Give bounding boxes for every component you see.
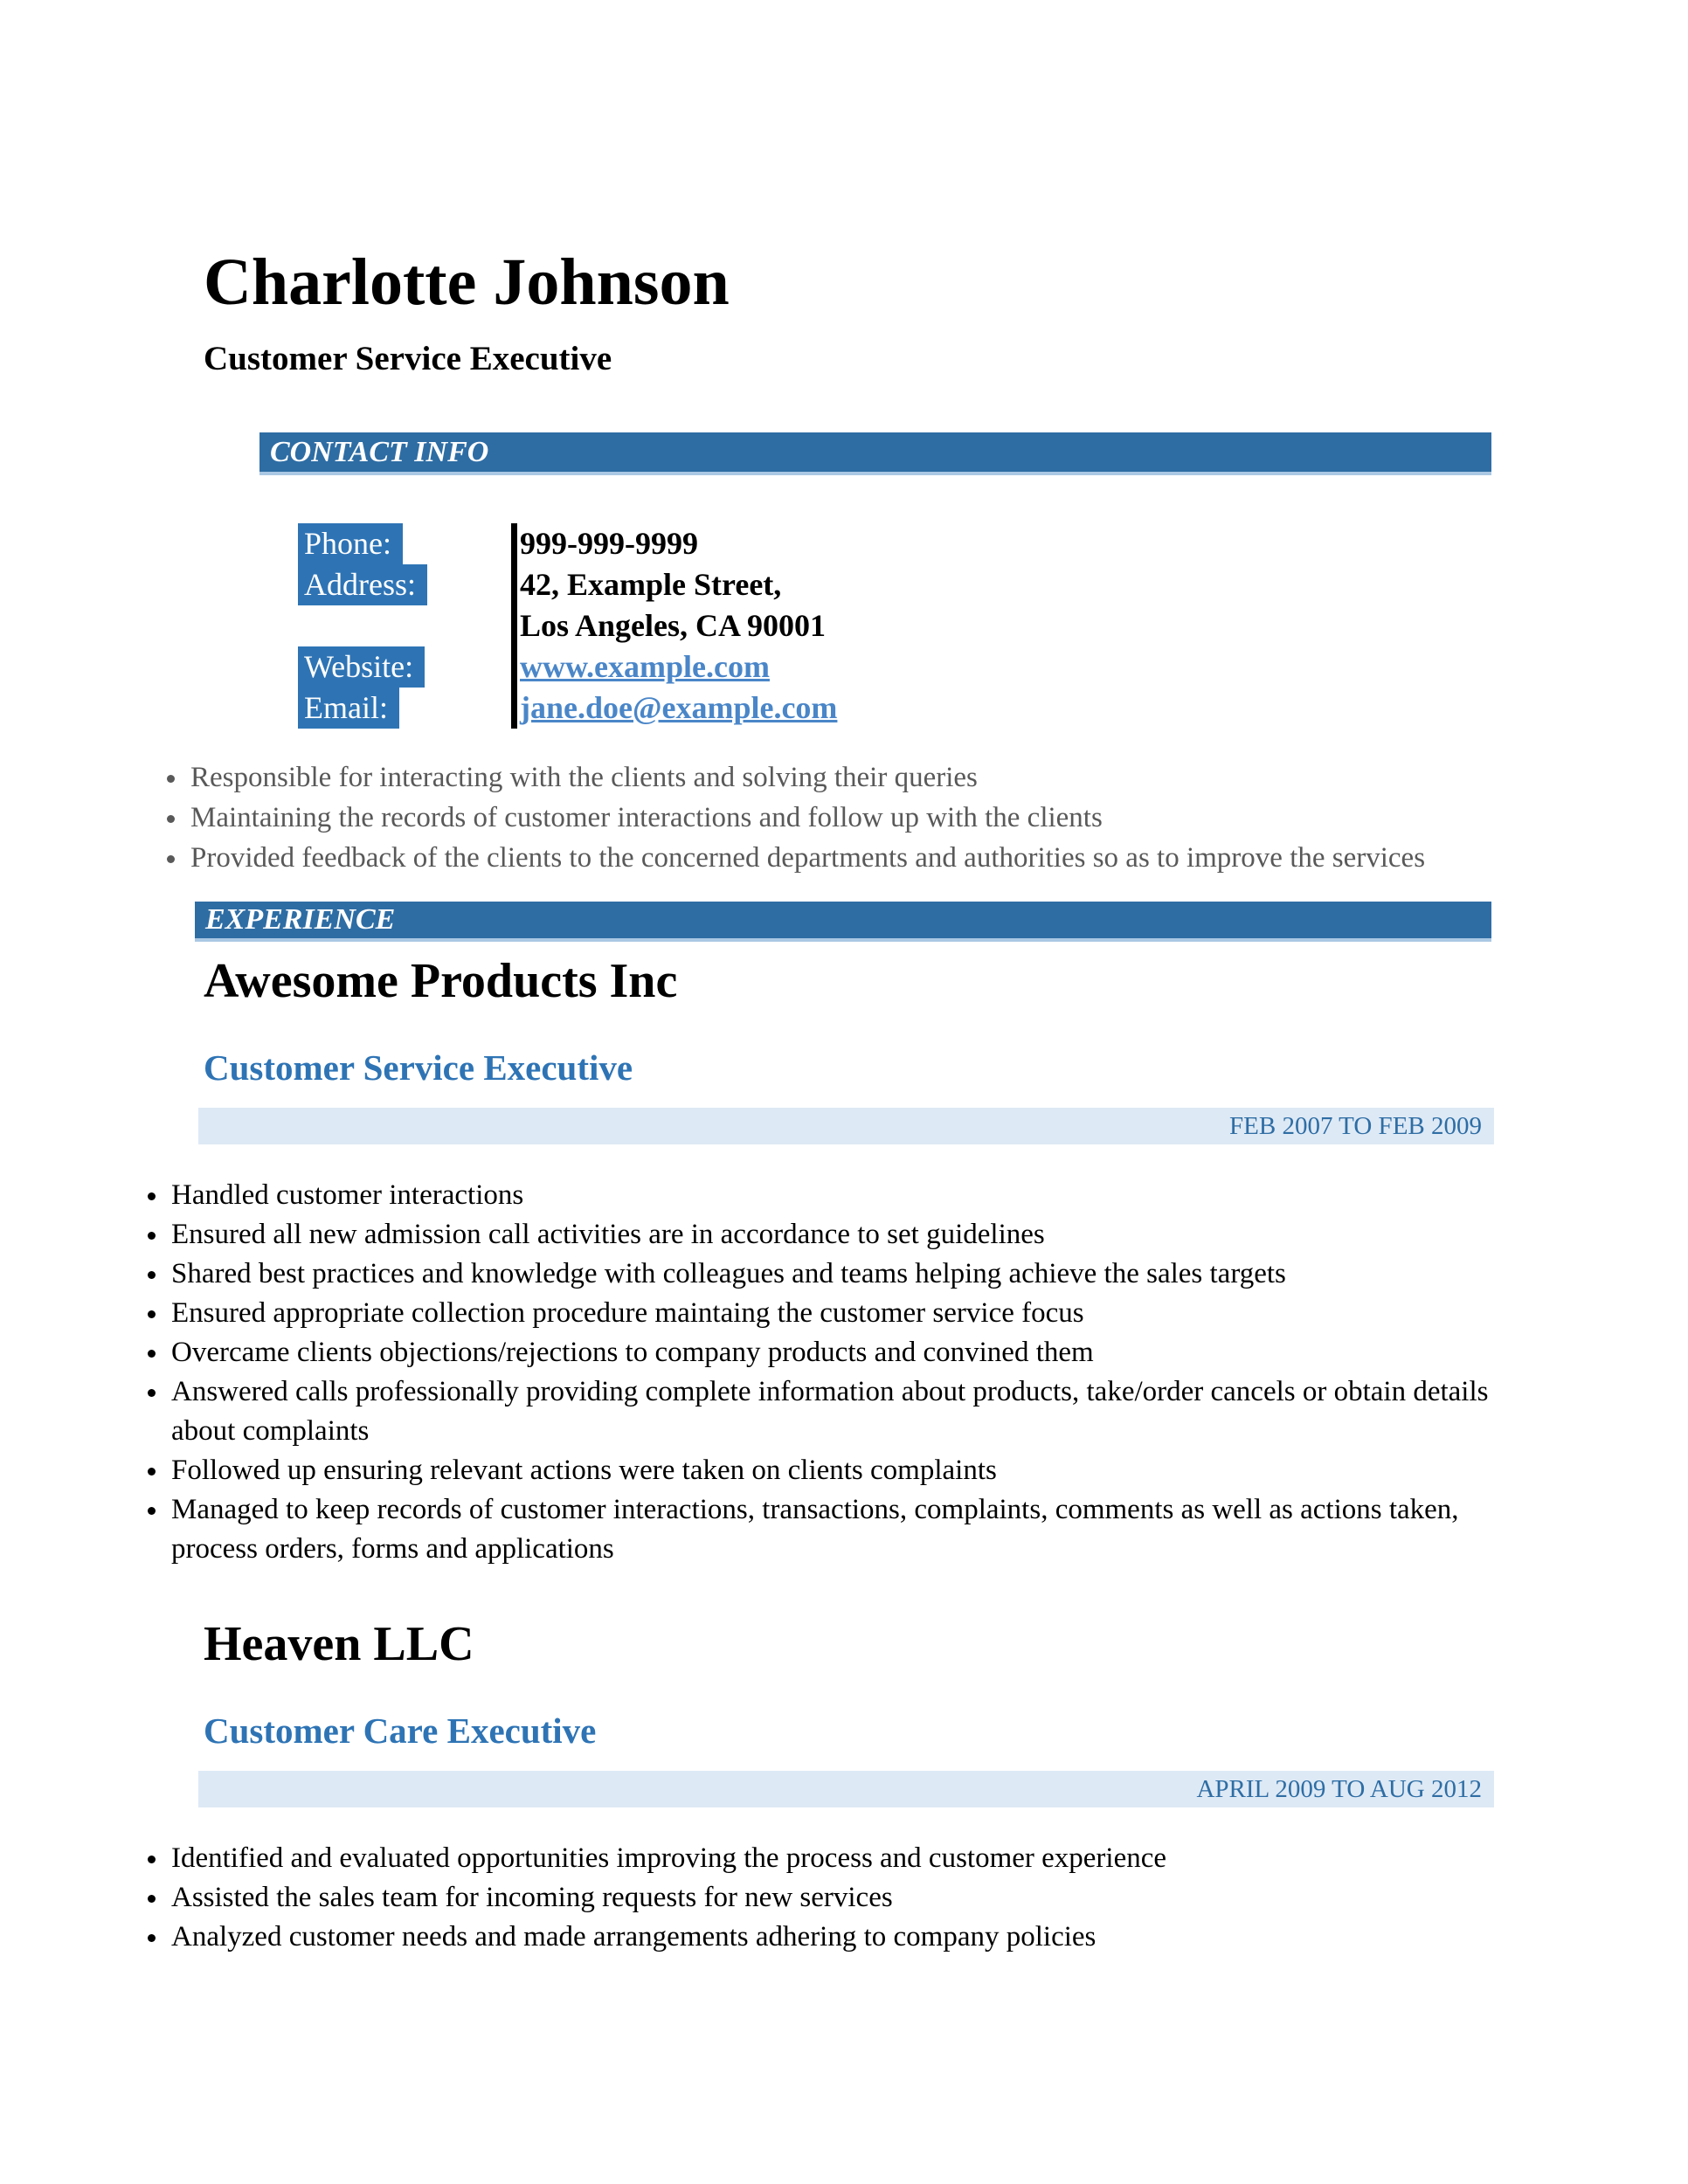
job-bullet: • Handled customer interactions [169,1176,1506,1215]
website-row [520,646,837,688]
address-street-value: 42, Example Street, [520,567,782,602]
person-job-title: Customer Service Executive [204,340,612,377]
contact-label-row-phone [298,523,511,564]
job-bullet: • Managed to keep records of customer interactions, transactions, complaints, comments as well as actions taken, process orders, forms and applications [169,1490,1506,1569]
website-label: Website: [298,646,425,688]
phone-value: 999-999-9999 [520,526,698,561]
email-label: Email: [298,688,399,729]
job-bullet: • Analyzed customer needs and made arrangements adhering to company policies [169,1918,1506,1957]
job-bullet: • Ensured appropriate collection procedure maintaing the customer service focus [169,1294,1506,1333]
job-title-2: Customer Care Executive [204,1711,597,1751]
job-2-bullet-list [121,1839,1506,1957]
company-name-2: Heaven LLC [204,1617,474,1671]
person-name: Charlotte Johnson [204,245,730,319]
address-label: Address: [298,564,427,605]
summary-bullet: • Maintaining the records of customer interactions and follow up with the clients [189,798,1525,838]
company-name-1: Awesome Products Inc [204,954,678,1008]
address-city-value: Los Angeles, CA 90001 [520,608,827,643]
job-1-bullet-list [121,1176,1506,1569]
job-bullet: • Answered calls professionally providing complete information about products, take/order cancels or obtain details about complaints [169,1372,1506,1451]
email-row [520,688,837,729]
contact-label-row-address [298,564,511,605]
job-bullet: • Assisted the sales team for incoming requests for new services [169,1878,1506,1918]
job-dates-1: FEB 2007 TO FEB 2009 [198,1108,1494,1144]
job-bullet: • Followed up ensuring relevant actions were taken on clients complaints [169,1451,1506,1490]
contact-details-table [298,523,1688,729]
contact-values-column [511,523,837,729]
contact-label-row-website [298,646,511,688]
job-dates-2: APRIL 2009 TO AUG 2012 [198,1771,1494,1807]
website-link[interactable]: www.example.com [520,649,770,684]
contact-labels-column [298,523,511,729]
summary-bullet: • Provided feedback of the clients to the concerned departments and authorities so as to improve the services [189,838,1525,878]
email-link[interactable]: jane.doe@example.com [520,690,838,725]
contact-info-section-header: CONTACT INFO [259,432,1491,475]
job-title-1: Customer Service Executive [204,1047,633,1088]
contact-label-row-blank [298,605,511,646]
summary-bullet: • Responsible for interacting with the clients and solving their queries [189,757,1525,798]
job-bullet: • Identified and evaluated opportunities improving the process and customer experience [169,1839,1506,1878]
phone-label: Phone: [298,523,403,564]
contact-label-row-email [298,688,511,729]
job-bullet: • Ensured all new admission call activities are in accordance to set guidelines [169,1215,1506,1254]
job-bullet: • Overcame clients objections/rejections to company products and convined them [169,1333,1506,1372]
job-bullet: • Shared best practices and knowledge with colleagues and teams helping achieve the sales targets [169,1254,1506,1294]
experience-section-header: EXPERIENCE [195,902,1491,942]
summary-bullet-list [140,757,1525,878]
